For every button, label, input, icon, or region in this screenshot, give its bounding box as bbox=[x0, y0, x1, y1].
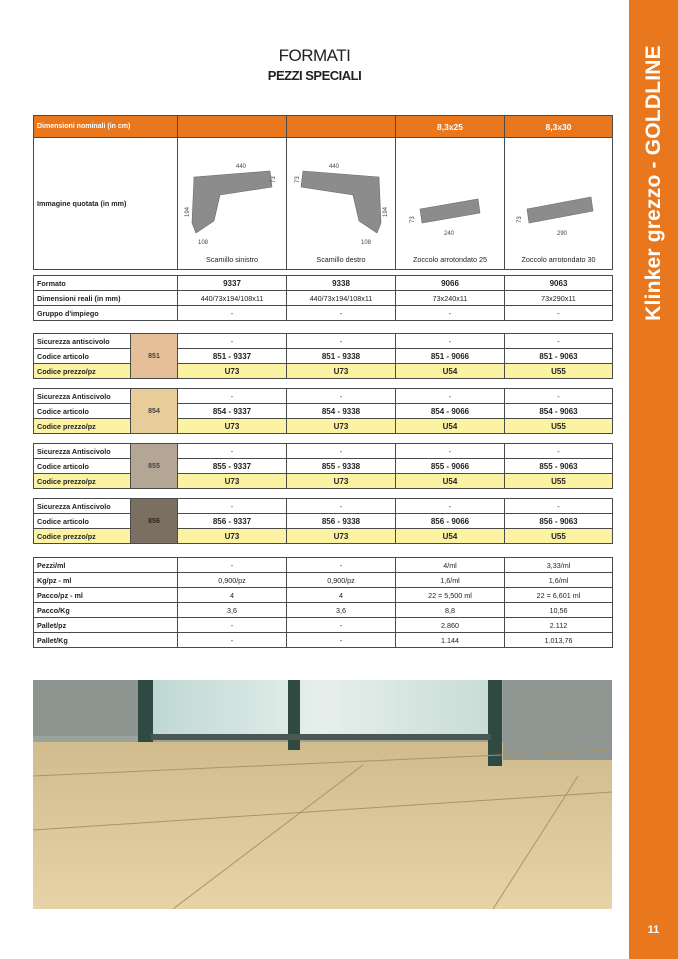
cell: 854 - 9066 bbox=[396, 404, 505, 419]
cell: U55 bbox=[505, 529, 613, 544]
table-row bbox=[34, 618, 613, 633]
cell: 854 - 9337 bbox=[178, 404, 287, 419]
table-row bbox=[34, 276, 613, 291]
scamillo-sinistro-drawing bbox=[182, 161, 282, 249]
dim-240: 240 bbox=[444, 231, 455, 237]
table-row bbox=[34, 633, 613, 648]
cell: U55 bbox=[505, 474, 613, 489]
scamillo-destro-drawing bbox=[291, 161, 391, 249]
colour-swatch-856: 856 bbox=[131, 499, 178, 544]
table-row bbox=[34, 514, 613, 529]
table-row bbox=[34, 306, 613, 321]
cell: 9338 bbox=[287, 276, 396, 291]
table-row bbox=[34, 291, 613, 306]
image-row-label: Immagine quotata (in mm) bbox=[34, 138, 178, 270]
zoccolo-30-drawing bbox=[509, 189, 609, 249]
cell: 856 - 9066 bbox=[396, 514, 505, 529]
sidebar-band bbox=[629, 0, 678, 959]
cell: 0,900/pz bbox=[178, 573, 287, 588]
cell: 2.112 bbox=[505, 618, 613, 633]
table-row bbox=[34, 573, 613, 588]
dim-440: 440 bbox=[236, 164, 247, 170]
cell: - bbox=[505, 444, 613, 459]
table-row bbox=[34, 499, 613, 514]
cell: 4 bbox=[178, 588, 287, 603]
dim-73: 73 bbox=[516, 216, 523, 223]
table-row bbox=[34, 334, 613, 349]
dim-194: 194 bbox=[185, 206, 191, 217]
table-row bbox=[34, 459, 613, 474]
cell: U54 bbox=[396, 364, 505, 379]
cell: 1.013,76 bbox=[505, 633, 613, 648]
cell: 10,56 bbox=[505, 603, 613, 618]
cell: - bbox=[178, 558, 287, 573]
cell: 855 - 9063 bbox=[505, 459, 613, 474]
dim-290: 290 bbox=[556, 231, 567, 237]
row-label: Pacco/Kg bbox=[34, 603, 178, 618]
dim-194: 194 bbox=[383, 206, 389, 217]
zoccolo-25-drawing bbox=[400, 189, 500, 249]
cell: 9066 bbox=[396, 276, 505, 291]
cell: 3,6 bbox=[287, 603, 396, 618]
row-label: Sicurezza antiscivolo bbox=[34, 334, 131, 349]
cell: U55 bbox=[505, 364, 613, 379]
dim-108: 108 bbox=[198, 240, 209, 246]
page-title: FORMATI bbox=[278, 46, 351, 65]
cell: 854 - 9338 bbox=[287, 404, 396, 419]
floor-photo-illustration bbox=[33, 680, 612, 909]
dim-73: 73 bbox=[410, 216, 416, 223]
image-cell-zoccolo-30 bbox=[505, 138, 613, 270]
row-label: Codice prezzo/pz bbox=[34, 474, 131, 489]
cell: U73 bbox=[178, 364, 287, 379]
cell: - bbox=[287, 499, 396, 514]
row-label: Codice prezzo/pz bbox=[34, 419, 131, 434]
row-label: Dimensioni reali (in mm) bbox=[34, 291, 178, 306]
cell: U73 bbox=[287, 474, 396, 489]
table-row bbox=[34, 474, 613, 489]
cell: U54 bbox=[396, 529, 505, 544]
cell: U73 bbox=[287, 364, 396, 379]
cell: - bbox=[287, 334, 396, 349]
cell: - bbox=[178, 306, 287, 321]
image-caption: Zoccolo arrotondato 30 bbox=[521, 255, 596, 264]
cell: - bbox=[287, 444, 396, 459]
dim-108: 108 bbox=[361, 240, 372, 246]
image-caption: Scamillo destro bbox=[316, 255, 366, 264]
cell: U73 bbox=[178, 474, 287, 489]
cell: 1,6/ml bbox=[396, 573, 505, 588]
table-row bbox=[34, 349, 613, 364]
table-row bbox=[34, 558, 613, 573]
cell: 1,6/ml bbox=[505, 573, 613, 588]
cell: - bbox=[178, 499, 287, 514]
cell: 856 - 9063 bbox=[505, 514, 613, 529]
image-row bbox=[34, 138, 613, 270]
row-label: Formato bbox=[34, 276, 178, 291]
cell: 855 - 9066 bbox=[396, 459, 505, 474]
cell: 9337 bbox=[178, 276, 287, 291]
row-label: Codice articolo bbox=[34, 514, 131, 529]
cell: 4 bbox=[287, 588, 396, 603]
table-row bbox=[34, 404, 613, 419]
row-label: Pacco/pz - ml bbox=[34, 588, 178, 603]
dimension-col-3: 8,3x25 bbox=[396, 116, 505, 138]
cell: - bbox=[178, 334, 287, 349]
cell: 73x290x11 bbox=[505, 291, 613, 306]
cell: - bbox=[287, 618, 396, 633]
cell: 22 = 6,601 ml bbox=[505, 588, 613, 603]
row-label: Codice prezzo/pz bbox=[34, 364, 131, 379]
floor-photo bbox=[33, 680, 612, 909]
row-label: Codice articolo bbox=[34, 349, 131, 364]
table-row bbox=[34, 419, 613, 434]
cell: 4/ml bbox=[396, 558, 505, 573]
colour-swatch-851: 851 bbox=[131, 334, 178, 379]
cell: - bbox=[287, 389, 396, 404]
dim-440: 440 bbox=[329, 164, 340, 170]
image-caption: Scamillo sinistro bbox=[206, 255, 258, 264]
cell: U55 bbox=[505, 419, 613, 434]
cell: 73x240x11 bbox=[396, 291, 505, 306]
cell: 1.144 bbox=[396, 633, 505, 648]
table-row bbox=[34, 588, 613, 603]
table-row bbox=[34, 603, 613, 618]
cell: 856 - 9337 bbox=[178, 514, 287, 529]
cell: 856 - 9338 bbox=[287, 514, 396, 529]
cell: 851 - 9066 bbox=[396, 349, 505, 364]
row-label: Sicurezza Antiscivolo bbox=[34, 499, 131, 514]
packaging-table bbox=[33, 557, 613, 648]
row-label: Gruppo d'impiego bbox=[34, 306, 178, 321]
cell: 9063 bbox=[505, 276, 613, 291]
table-row bbox=[34, 364, 613, 379]
cell: 2.860 bbox=[396, 618, 505, 633]
row-label: Pallet/Kg bbox=[34, 633, 178, 648]
cell: - bbox=[287, 558, 396, 573]
row-label: Pallet/pz bbox=[34, 618, 178, 633]
cell: 855 - 9338 bbox=[287, 459, 396, 474]
cell: - bbox=[396, 306, 505, 321]
dimension-col-1 bbox=[178, 116, 287, 138]
cell: - bbox=[178, 618, 287, 633]
dimension-col-2 bbox=[287, 116, 396, 138]
colour-swatch-854: 854 bbox=[131, 389, 178, 434]
page-number: 11 bbox=[647, 924, 660, 936]
cell: - bbox=[287, 306, 396, 321]
row-label: Codice articolo bbox=[34, 404, 131, 419]
table-row bbox=[34, 389, 613, 404]
image-cell-scamillo-sinistro bbox=[178, 138, 287, 270]
row-label: Sicurezza Antiscivolo bbox=[34, 389, 131, 404]
cell: 440/73x194/108x11 bbox=[287, 291, 396, 306]
cell: - bbox=[287, 633, 396, 648]
cell: - bbox=[178, 633, 287, 648]
row-label: Kg/pz - ml bbox=[34, 573, 178, 588]
cell: 851 - 9063 bbox=[505, 349, 613, 364]
colour-group-855 bbox=[33, 443, 613, 489]
cell: - bbox=[396, 499, 505, 514]
page-subtitle: PEZZI SPECIALI bbox=[267, 68, 362, 83]
spec-header-table bbox=[33, 115, 613, 270]
cell: 854 - 9063 bbox=[505, 404, 613, 419]
cell: U54 bbox=[396, 474, 505, 489]
cell: 3,6 bbox=[178, 603, 287, 618]
row-label: Codice articolo bbox=[34, 459, 131, 474]
cell: U73 bbox=[178, 529, 287, 544]
cell: - bbox=[178, 389, 287, 404]
cell: - bbox=[396, 444, 505, 459]
cell: 8,8 bbox=[396, 603, 505, 618]
cell: 0,900/pz bbox=[287, 573, 396, 588]
colour-group-854 bbox=[33, 388, 613, 434]
cell: U73 bbox=[178, 419, 287, 434]
series-title: Klinker grezzo - GOLDLINE bbox=[641, 45, 665, 321]
cell: - bbox=[505, 389, 613, 404]
cell: - bbox=[505, 334, 613, 349]
cell: - bbox=[396, 389, 505, 404]
dimensions-label: Dimensioni nominali (in cm) bbox=[34, 116, 178, 138]
image-caption: Zoccolo arrotondato 25 bbox=[413, 255, 487, 264]
dimensions-header-row bbox=[34, 116, 613, 138]
dimension-col-4: 8,3x30 bbox=[505, 116, 613, 138]
cell: 851 - 9338 bbox=[287, 349, 396, 364]
cell: U73 bbox=[287, 419, 396, 434]
row-label: Pezzi/ml bbox=[34, 558, 178, 573]
table-row bbox=[34, 529, 613, 544]
row-label: Codice prezzo/pz bbox=[34, 529, 131, 544]
cell: 3,33/ml bbox=[505, 558, 613, 573]
table-row bbox=[34, 444, 613, 459]
cell: U73 bbox=[287, 529, 396, 544]
format-table bbox=[33, 275, 613, 321]
colour-group-851 bbox=[33, 333, 613, 379]
dim-73: 73 bbox=[295, 176, 301, 183]
cell: - bbox=[396, 334, 505, 349]
cell: U54 bbox=[396, 419, 505, 434]
cell: 22 = 5,500 ml bbox=[396, 588, 505, 603]
cell: - bbox=[178, 444, 287, 459]
cell: 851 - 9337 bbox=[178, 349, 287, 364]
colour-swatch-855: 855 bbox=[131, 444, 178, 489]
cell: - bbox=[505, 499, 613, 514]
cell: - bbox=[505, 306, 613, 321]
image-cell-scamillo-destro bbox=[287, 138, 396, 270]
cell: 440/73x194/108x11 bbox=[178, 291, 287, 306]
row-label: Sicurezza Antiscivolo bbox=[34, 444, 131, 459]
colour-group-856 bbox=[33, 498, 613, 544]
cell: 855 - 9337 bbox=[178, 459, 287, 474]
image-cell-zoccolo-25 bbox=[396, 138, 505, 270]
dim-73: 73 bbox=[271, 176, 277, 183]
